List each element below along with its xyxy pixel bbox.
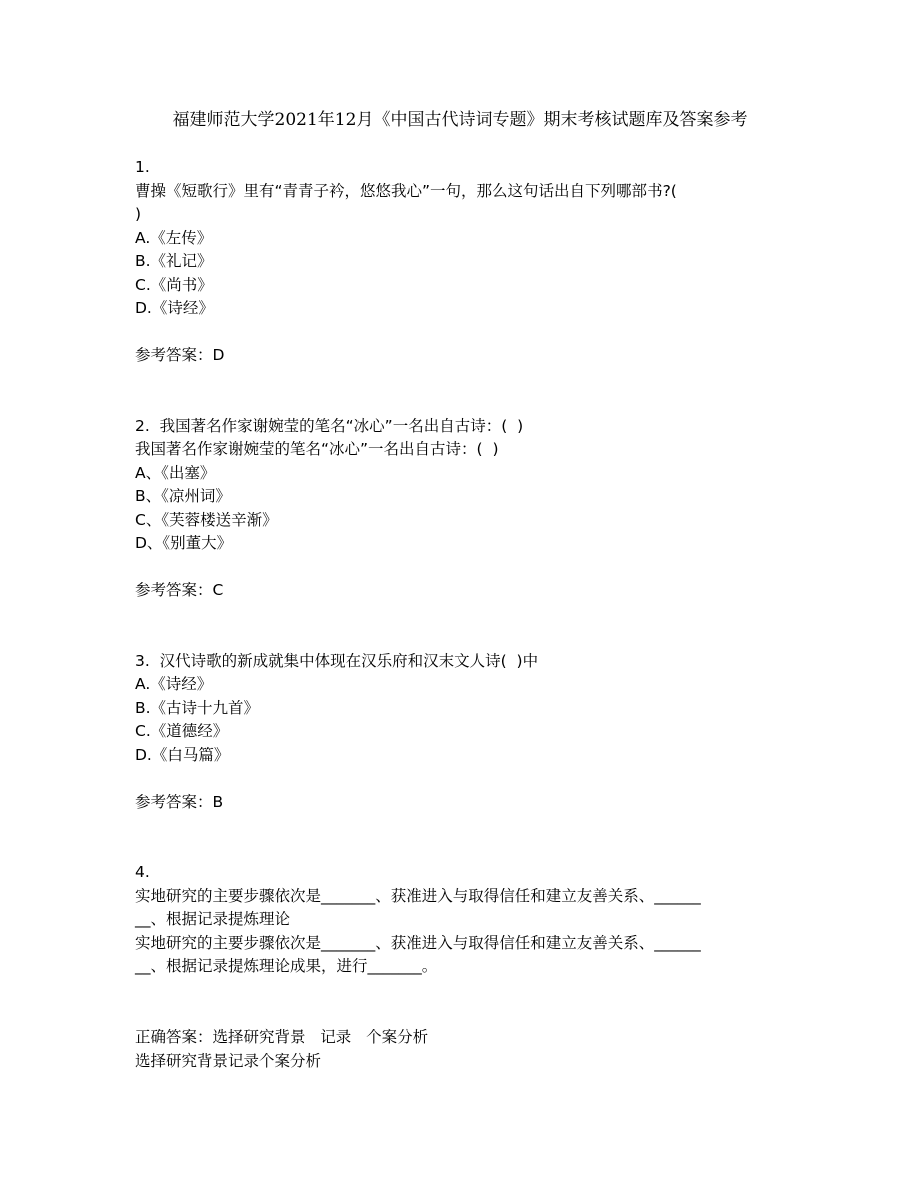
question-stem: 实地研究的主要步骤依次是_______、获准进入与取得信任和建立友善关系、______ — [135, 886, 701, 905]
option-a: A.《诗经》 — [135, 675, 213, 693]
option-d: D.《白马篇》 — [135, 745, 230, 764]
document-title: 福建师范大学2021年12月《中国古代诗词专题》期末考核试题库及答案参考 — [172, 110, 748, 130]
option-b: B.《古诗十九首》 — [135, 698, 260, 717]
question-number: 1. — [135, 158, 150, 176]
question-number-stem: 3. 汉代诗歌的新成就集中体现在汉乐府和汉末文人诗( )中 — [135, 651, 539, 670]
option-c: C.《道德经》 — [135, 722, 229, 740]
question-4 — [135, 861, 795, 979]
question-stem: 我国著名作家谢婉莹的笔名“冰心”一名出自古诗：( ) — [135, 440, 499, 458]
reference-answer: 参考答案：C — [135, 581, 224, 599]
question-stem: __、根据记录提炼理论 — [135, 910, 291, 928]
question-3 — [135, 650, 795, 768]
question-list — [135, 156, 795, 1073]
question-stem: __、根据记录提炼理论成果，进行_______。 — [135, 957, 438, 975]
option-d: D.《诗经》 — [135, 299, 214, 317]
option-d: D、《别董大》 — [135, 534, 233, 552]
question-stem: 曹操《短歌行》里有“青青子衿，悠悠我心”一句，那么这句话出自下列哪部书?( — [135, 181, 677, 200]
question-number: 4. — [135, 863, 150, 881]
spacer — [135, 1002, 795, 1026]
answer-2 — [135, 579, 795, 603]
question-1 — [135, 156, 795, 321]
option-a: A.《左传》 — [135, 228, 213, 247]
question-number-stem: 2. 我国著名作家谢婉莹的笔名“冰心”一名出自古诗：( ) — [135, 416, 524, 435]
question-stem: 实地研究的主要步骤依次是_______、获准进入与取得信任和建立友善关系、______ — [135, 933, 701, 952]
option-a: A、《出塞》 — [135, 463, 216, 482]
answer-explanation: 选择研究背景记录个案分析 — [135, 1051, 322, 1070]
option-b: B、《凉州词》 — [135, 487, 231, 505]
option-c: C、《芙蓉楼送辛渐》 — [135, 510, 278, 529]
option-c: C.《尚书》 — [135, 275, 213, 294]
question-stem: ) — [135, 205, 142, 223]
option-b: B.《礼记》 — [135, 252, 213, 270]
answer-4 — [135, 1026, 795, 1073]
question-2 — [135, 415, 795, 556]
answer-3 — [135, 791, 795, 815]
correct-answer: 正确答案：选择研究背景 记录 个案分析 — [135, 1028, 429, 1046]
reference-answer: 参考答案：B — [135, 792, 224, 811]
reference-answer: 参考答案：D — [135, 346, 225, 364]
answer-1 — [135, 344, 795, 368]
